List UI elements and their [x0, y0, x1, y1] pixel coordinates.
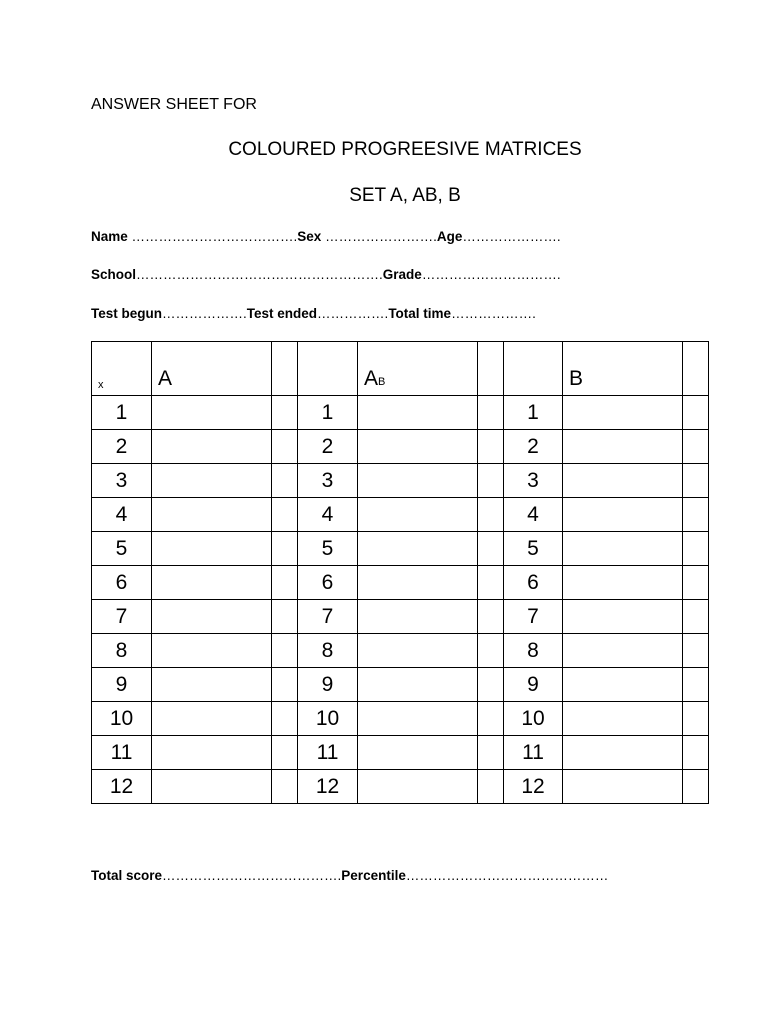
- set-a-answer-cell[interactable]: [152, 498, 272, 532]
- set-ab-score-cell[interactable]: [478, 396, 504, 430]
- set-b-item-number: 11: [504, 736, 563, 770]
- set-b-score-cell[interactable]: [683, 464, 709, 498]
- set-ab-item-number: 3: [298, 464, 358, 498]
- set-a-item-number: 9: [92, 668, 152, 702]
- set-a-score-cell[interactable]: [272, 464, 298, 498]
- total-time-label: Total time: [388, 306, 452, 321]
- set-b-item-number: 4: [504, 498, 563, 532]
- set-a-item-number: 2: [92, 430, 152, 464]
- set-ab-score-cell[interactable]: [478, 464, 504, 498]
- set-b-score-cell[interactable]: [683, 736, 709, 770]
- set-b-answer-cell[interactable]: [563, 566, 683, 600]
- set-b-score-cell[interactable]: [683, 600, 709, 634]
- set-b-item-number: 6: [504, 566, 563, 600]
- set-ab-header-main: A: [364, 367, 379, 390]
- total-time-field[interactable]: ……………….: [451, 306, 536, 321]
- age-label: Age: [436, 229, 463, 244]
- set-a-item-number: 5: [92, 532, 152, 566]
- school-label: School: [91, 267, 137, 282]
- set-ab-score-cell[interactable]: [478, 702, 504, 736]
- set-ab-answer-cell[interactable]: [358, 770, 478, 804]
- set-a-answer-cell[interactable]: [152, 396, 272, 430]
- set-ab-answer-cell[interactable]: [358, 430, 478, 464]
- set-b-item-number: 5: [504, 532, 563, 566]
- set-a-answer-cell[interactable]: [152, 770, 272, 804]
- set-ab-answer-cell[interactable]: [358, 532, 478, 566]
- set-ab-item-number: 2: [298, 430, 358, 464]
- set-ab-score-cell[interactable]: [478, 566, 504, 600]
- test-begun-label: Test begun: [91, 306, 163, 321]
- name-sex-age-line: [91, 229, 561, 244]
- set-b-item-number: 1: [504, 396, 563, 430]
- set-a-item-number: 3: [92, 464, 152, 498]
- set-b-answer-cell[interactable]: [563, 464, 683, 498]
- set-ab-number-header: [298, 342, 358, 396]
- sheet-heading: ANSWER SHEET FOR: [91, 96, 257, 113]
- set-a-score-cell[interactable]: [272, 702, 298, 736]
- set-b-score-cell[interactable]: [683, 668, 709, 702]
- set-ab-score-cell[interactable]: [478, 498, 504, 532]
- set-ab-score-cell[interactable]: [478, 634, 504, 668]
- set-a-score-cell[interactable]: [272, 532, 298, 566]
- table-row: [92, 668, 709, 702]
- table-row: [92, 396, 709, 430]
- set-a-item-number: 7: [92, 600, 152, 634]
- set-ab-header: [358, 342, 478, 396]
- set-ab-item-number: 5: [298, 532, 358, 566]
- set-a-score-cell[interactable]: [272, 396, 298, 430]
- set-b-item-number: 2: [504, 430, 563, 464]
- set-a-score-header: [272, 342, 298, 396]
- table-row: [92, 566, 709, 600]
- sheet-title: COLOURED PROGREESIVE MATRICES: [228, 139, 582, 160]
- set-b-answer-cell[interactable]: [563, 396, 683, 430]
- set-a-answer-cell[interactable]: [152, 532, 272, 566]
- set-a-item-number: 8: [92, 634, 152, 668]
- test-begun-field[interactable]: ……………….: [162, 306, 247, 321]
- set-a-item-number: 4: [92, 498, 152, 532]
- table-row: [92, 464, 709, 498]
- grade-label: Grade: [382, 267, 422, 282]
- set-b-score-cell[interactable]: [683, 396, 709, 430]
- set-a-score-cell[interactable]: [272, 566, 298, 600]
- set-b-answer-cell[interactable]: [563, 430, 683, 464]
- set-ab-item-number: 7: [298, 600, 358, 634]
- percentile-field[interactable]: ………………………………………: [405, 868, 609, 883]
- set-b-score-cell[interactable]: [683, 498, 709, 532]
- sex-field[interactable]: …………………….: [321, 229, 437, 244]
- set-b-header: B: [563, 342, 683, 396]
- set-ab-answer-cell[interactable]: [358, 464, 478, 498]
- table-row: [92, 600, 709, 634]
- set-ab-answer-cell[interactable]: [358, 634, 478, 668]
- set-b-answer-cell[interactable]: [563, 600, 683, 634]
- set-ab-answer-cell[interactable]: [358, 736, 478, 770]
- set-a-item-number: 11: [92, 736, 152, 770]
- set-ab-answer-cell[interactable]: [358, 668, 478, 702]
- set-ab-score-cell[interactable]: [478, 532, 504, 566]
- set-a-item-number: 6: [92, 566, 152, 600]
- table-row: [92, 430, 709, 464]
- set-a-item-number: 1: [92, 396, 152, 430]
- set-a-score-cell[interactable]: [272, 736, 298, 770]
- set-ab-item-number: 12: [298, 770, 358, 804]
- set-b-answer-cell[interactable]: [563, 770, 683, 804]
- set-a-score-cell[interactable]: [272, 498, 298, 532]
- set-a-answer-cell[interactable]: [152, 668, 272, 702]
- set-a-answer-cell[interactable]: [152, 702, 272, 736]
- set-b-score-cell[interactable]: [683, 566, 709, 600]
- x-column-label: x: [92, 342, 152, 396]
- set-ab-header-sub: B: [378, 376, 386, 388]
- set-b-answer-cell[interactable]: [563, 498, 683, 532]
- table-row: [92, 532, 709, 566]
- set-ab-score-cell[interactable]: [478, 770, 504, 804]
- school-grade-line: [91, 267, 561, 282]
- age-field[interactable]: ………………….: [462, 229, 561, 244]
- set-a-score-cell[interactable]: [272, 600, 298, 634]
- set-b-score-cell[interactable]: [683, 634, 709, 668]
- table-row: [92, 736, 709, 770]
- set-a-score-cell[interactable]: [272, 430, 298, 464]
- total-score-line: [91, 868, 608, 883]
- name-field[interactable]: ……………………………….: [127, 229, 298, 244]
- set-a-score-cell[interactable]: [272, 634, 298, 668]
- table-row: [92, 702, 709, 736]
- set-ab-item-number: 6: [298, 566, 358, 600]
- total-score-label: Total score: [91, 868, 163, 883]
- table-row: [92, 634, 709, 668]
- set-ab-answer-cell[interactable]: [358, 600, 478, 634]
- answer-table: [91, 341, 709, 804]
- set-ab-answer-cell[interactable]: [358, 396, 478, 430]
- set-b-item-number: 9: [504, 668, 563, 702]
- set-ab-item-number: 11: [298, 736, 358, 770]
- set-ab-answer-cell[interactable]: [358, 702, 478, 736]
- set-b-answer-cell[interactable]: [563, 634, 683, 668]
- set-a-answer-cell[interactable]: [152, 430, 272, 464]
- sheet-subtitle: SET A, AB, B: [349, 185, 461, 206]
- set-b-answer-cell[interactable]: [563, 668, 683, 702]
- set-ab-item-number: 1: [298, 396, 358, 430]
- test-ended-field[interactable]: …………….: [317, 306, 389, 321]
- set-b-score-cell[interactable]: [683, 702, 709, 736]
- grade-field[interactable]: ………………………….: [421, 267, 561, 282]
- answer-table-header: [92, 342, 709, 396]
- set-ab-answer-cell[interactable]: [358, 498, 478, 532]
- name-label: Name: [91, 229, 128, 244]
- set-b-answer-cell[interactable]: [563, 702, 683, 736]
- set-a-answer-cell[interactable]: [152, 566, 272, 600]
- set-ab-item-number: 10: [298, 702, 358, 736]
- percentile-label: Percentile: [341, 868, 406, 883]
- set-ab-item-number: 8: [298, 634, 358, 668]
- set-a-answer-cell[interactable]: [152, 634, 272, 668]
- set-ab-score-cell[interactable]: [478, 600, 504, 634]
- set-a-item-number: 10: [92, 702, 152, 736]
- set-a-item-number: 12: [92, 770, 152, 804]
- set-ab-item-number: 4: [298, 498, 358, 532]
- set-a-score-cell[interactable]: [272, 668, 298, 702]
- set-ab-answer-cell[interactable]: [358, 566, 478, 600]
- set-b-score-cell[interactable]: [683, 430, 709, 464]
- set-b-item-number: 10: [504, 702, 563, 736]
- set-ab-score-cell[interactable]: [478, 430, 504, 464]
- set-b-answer-cell[interactable]: [563, 736, 683, 770]
- set-b-item-number: 7: [504, 600, 563, 634]
- set-a-answer-cell[interactable]: [152, 464, 272, 498]
- set-b-number-header: [504, 342, 563, 396]
- total-score-field[interactable]: ………………………………….: [162, 868, 342, 883]
- set-b-item-number: 8: [504, 634, 563, 668]
- test-time-line: [91, 306, 536, 321]
- set-b-score-cell[interactable]: [683, 532, 709, 566]
- set-ab-score-cell[interactable]: [478, 736, 504, 770]
- set-a-score-cell[interactable]: [272, 770, 298, 804]
- set-b-item-number: 12: [504, 770, 563, 804]
- table-row: [92, 770, 709, 804]
- set-b-answer-cell[interactable]: [563, 532, 683, 566]
- school-field[interactable]: ……………………………………………….: [136, 267, 383, 282]
- sex-label: Sex: [297, 229, 322, 244]
- test-ended-label: Test ended: [246, 306, 318, 321]
- table-row: [92, 498, 709, 532]
- set-b-score-header: [683, 342, 709, 396]
- set-ab-item-number: 9: [298, 668, 358, 702]
- set-ab-score-header: [478, 342, 504, 396]
- set-a-header: A: [152, 342, 272, 396]
- set-ab-score-cell[interactable]: [478, 668, 504, 702]
- set-a-answer-cell[interactable]: [152, 736, 272, 770]
- set-a-answer-cell[interactable]: [152, 600, 272, 634]
- set-b-score-cell[interactable]: [683, 770, 709, 804]
- set-b-item-number: 3: [504, 464, 563, 498]
